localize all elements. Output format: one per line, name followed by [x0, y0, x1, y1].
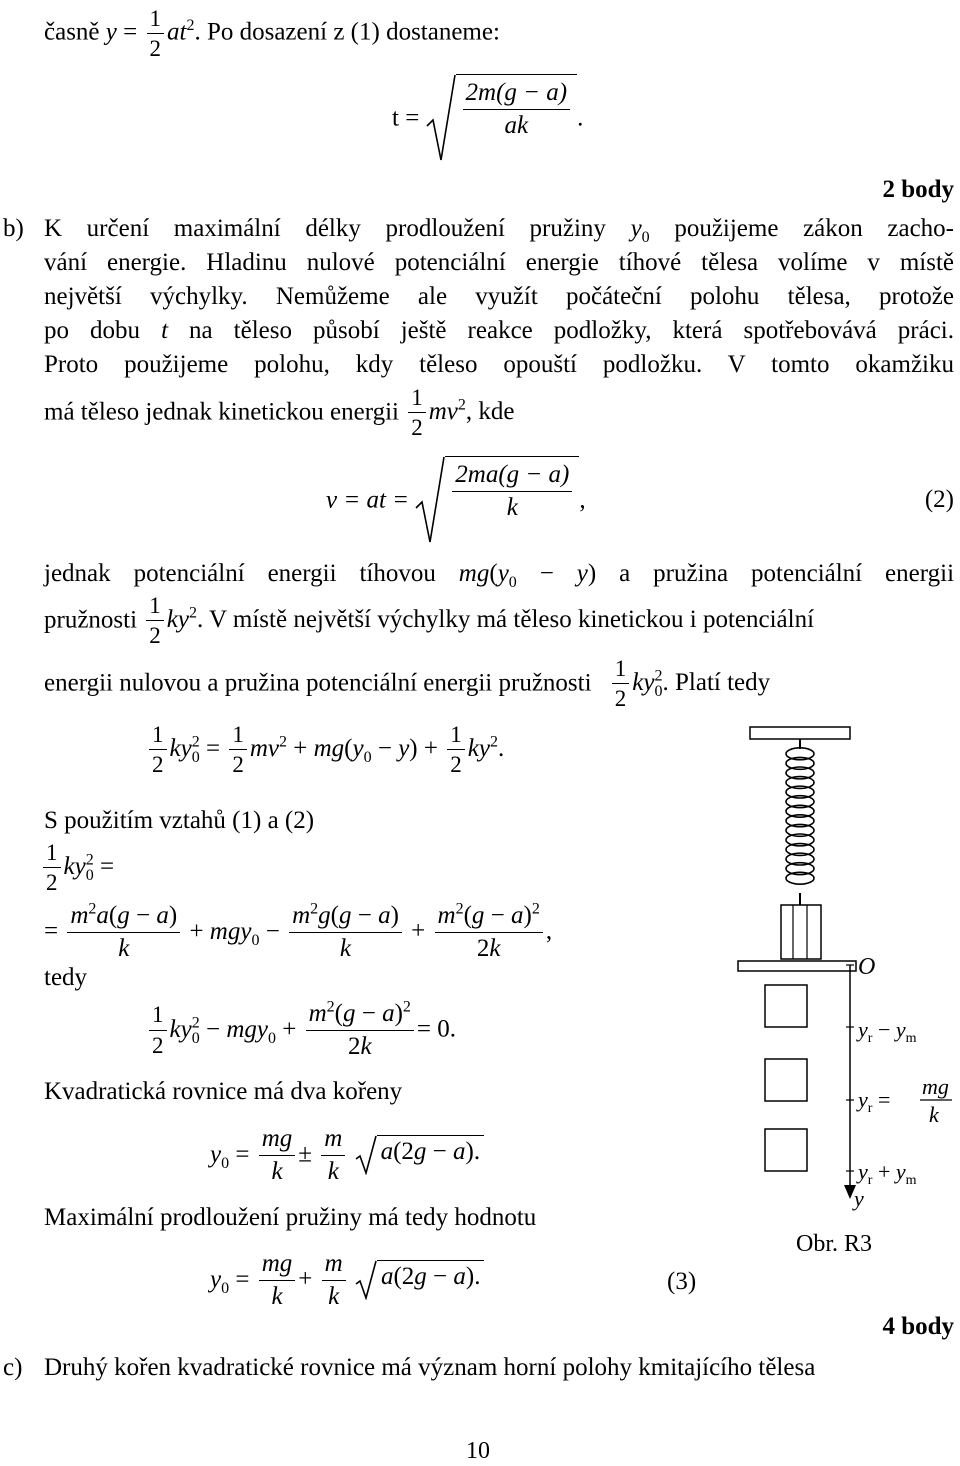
- eq-denominator: ak: [504, 111, 529, 139]
- equation-t: [392, 74, 583, 164]
- square-root: a(2g − a).: [355, 1135, 485, 1175]
- text-fragment: pružnosti: [44, 606, 138, 634]
- text-fragment: po dobu: [44, 317, 141, 344]
- equation-3: $y_0$ = $\frac{mg}{k}$ + $\frac{m}{k}$ a(2g − a).: [210, 1250, 484, 1310]
- square-root: [415, 456, 579, 546]
- radical-sign-icon: [415, 456, 445, 546]
- part-c-text: Druhý kořen kvadratické rovnice má význam horní polohy kmitajícího tělesa: [44, 1354, 816, 1381]
- text-tedy: tedy: [44, 964, 88, 991]
- text-using: S použitím vztahů (1) a (2): [44, 807, 315, 834]
- support-pad: [738, 961, 856, 971]
- label-yr-minus-ym: $y_r - y_m$: [858, 1017, 917, 1046]
- spring-figure: [730, 715, 960, 1275]
- label-k: k: [929, 1102, 939, 1127]
- position-box-3: [765, 1129, 807, 1171]
- position-box-1: [765, 985, 807, 1027]
- text-quadratic: Kvadratická rovnice má dva kořeny: [44, 1078, 403, 1105]
- text-line: Proto použijeme polohu, kdy těleso opouští podložku. V tomto okamžiku: [44, 351, 954, 378]
- text-fragment: má těleso jednak kinetickou energii: [44, 398, 399, 426]
- text-fragment: , kde: [465, 398, 515, 426]
- text-line-1: časně y = $\frac{1}{2}$ $at^2$. Po dosazení z (1) dostaneme:: [44, 6, 500, 62]
- position-box-2: [765, 1059, 807, 1101]
- radical-sign-icon: [355, 1135, 377, 1175]
- radical-sign-icon: [426, 74, 456, 164]
- label-mg: mg: [922, 1074, 949, 1099]
- ceiling-mount: [750, 727, 850, 739]
- para-2-line-3: energii nulovou a pružina potenciální energii pružnosti $\frac{1}{2}$ $ky^2_0$. Platí tedy: [44, 656, 771, 712]
- text-max: Maximální prodloužení pružiny má tedy hodnotu: [44, 1204, 537, 1231]
- eq-lhs: t =: [392, 104, 420, 132]
- equation-tag-3: (3): [667, 1268, 697, 1295]
- fraction: $\frac{1}{2}$: [147, 6, 165, 62]
- para-2-line-2: pružnosti $\frac{1}{2}$ $ky^2$. V místě největší výchylky má těleso kinetickou i potenciální: [44, 593, 815, 649]
- origin-label: O: [858, 954, 876, 980]
- text-fragment: na těleso působí ještě reakce podložky, která spotřebovává práci.: [189, 317, 955, 344]
- equation-expanded: = $\frac{m^2a(g - a)}{k}$ + mgy$_0$ − $\frac{m^2g(g - a)}{k}$ + $\frac{m^2(g - a)^2}{2k}$ ,: [44, 900, 553, 962]
- text-fragment: časně: [44, 18, 100, 46]
- eq-numerator: 2ma(g − a): [452, 461, 572, 492]
- label-yr-plus-ym: $y_r + y_m$: [858, 1159, 917, 1188]
- equation-lhs: $\frac{1}{2}$ $ky^2_0$ =: [40, 840, 114, 896]
- label-y: y: [854, 1186, 864, 1211]
- para-2-line-1: jednak potenciální energii tíhovou $mg(y_0 - y)$ a pružina potenciální energii: [44, 560, 955, 591]
- eq-denominator: k: [506, 493, 518, 521]
- equation-roots: $y_0$ = $\frac{mg}{k}$ ± $\frac{m}{k}$ a(2g − a).: [210, 1125, 484, 1185]
- points-label: 4 body: [882, 1313, 954, 1340]
- text-line: největší výchylky. Nemůžeme ale využít počáteční polohu tělesa, protože: [44, 283, 954, 310]
- text-fragment: použijeme zákon zacho-: [674, 215, 955, 242]
- equation-tag-2: (2): [924, 486, 954, 513]
- text-fragment: . Platí tedy: [662, 669, 771, 697]
- points-label: 2 body: [882, 176, 954, 203]
- page-number: 10: [466, 1438, 490, 1464]
- text-fragment: a pružina potenciální energii: [619, 560, 955, 587]
- text-fragment: . Po dosazení z (1) dostaneme:: [194, 18, 500, 46]
- eq-end: .: [577, 104, 584, 132]
- equation-2: [326, 456, 586, 546]
- text-fragment: jednak potenciální energii tíhovou: [44, 560, 436, 587]
- part-b-label: b): [3, 215, 24, 242]
- text-fragment: K určení maximální délky prodloužení pružiny: [44, 215, 606, 242]
- part-b-paragraph: K určení maximální délky prodloužení pružiny $y_0$ použijeme zákon zacho- vání energie. Hladinu nulové potenciální energie tíhové tělesa volíme v místě největší výchylky. Nemůžeme ale využít počáteční polohu tělesa, protože po dobu t na těleso působí ještě reakce podložky, která spotřebovává práci. Proto použijeme polohu, kdy těleso opouští podložku. V tomto okamžiku: [44, 215, 954, 385]
- eq-lhs: v = at =: [326, 486, 410, 514]
- eq-end: ,: [579, 486, 586, 514]
- spring-coil: [786, 739, 814, 884]
- text-fragment: . V místě největší výchylky má těleso kinetickou i potenciální: [197, 606, 815, 634]
- label-yr: $y_r$ =: [858, 1087, 891, 1116]
- weight-body: [781, 905, 821, 959]
- square-root: [426, 74, 578, 164]
- text-fragment: energii nulovou a pružina potenciální energii pružnosti: [44, 669, 592, 697]
- radical-sign-icon: [355, 1260, 377, 1300]
- equation-quadratic: $\frac{1}{2}$ $ky^2_0 - mgy_0$ + $\frac{m^2(g - a)^2}{2k}$ = 0.: [146, 1000, 456, 1060]
- square-root: a(2g − a).: [355, 1260, 485, 1300]
- text-line: vání energie. Hladinu nulové potenciální energie tíhové tělesa volíme v místě: [44, 249, 954, 276]
- figure-caption: Obr. R3: [796, 1231, 873, 1257]
- equation-energy: $\frac{1}{2}$ $ky^2_0$ = $\frac{1}{2}$ $mv^2 + mg(y_0 - y)$ + $\frac{1}{2}$ $ky^2$.: [146, 722, 504, 778]
- part-c-label: c): [3, 1354, 23, 1381]
- text-line-kinetic: má těleso jednak kinetickou energii $\frac{1}{2}$ $mv^2$, kde: [44, 385, 515, 441]
- eq-rhs: = 0.: [416, 1015, 457, 1043]
- eq-numerator: 2m(g − a): [463, 79, 571, 110]
